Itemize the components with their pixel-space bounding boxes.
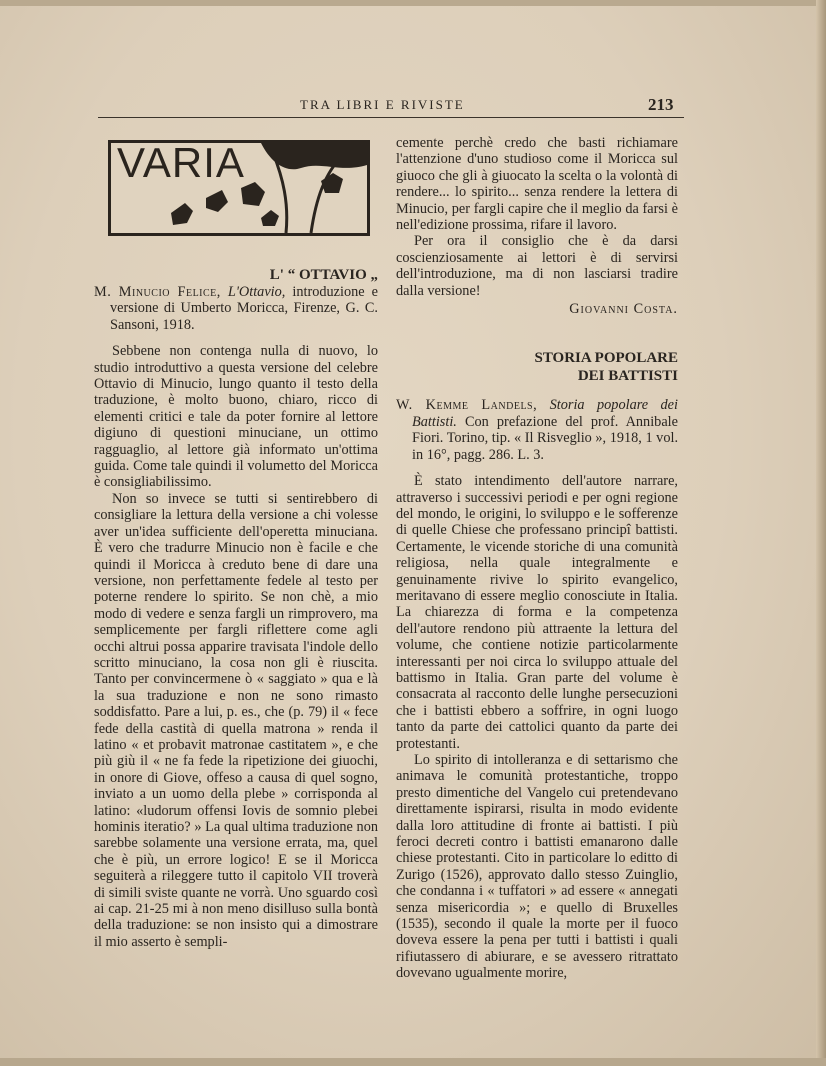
page-bottom-edge — [0, 1058, 826, 1066]
ottavio-title: L' “ OTTAVIO „ — [269, 267, 378, 283]
battisti-citation-work: Storia popolare dei Battisti. — [412, 397, 678, 430]
varia-vignette — [108, 140, 370, 236]
citation-details: introduzione e versione di Umberto Moricca, Firenze, G. C. Sansoni, 1918. — [110, 284, 378, 333]
ottavio-signature: Giovanni Costa. — [569, 301, 678, 318]
battisti-title-line-1: STORIA POPOLARE — [534, 350, 678, 367]
page-number: 213 — [648, 95, 674, 114]
ottavio-citation — [94, 284, 378, 333]
ottavio-paragraph-2: Non so invece se tutti si sentirebbero di consigliare la lettura della versione a chi volesse aver un'idea sufficiente dell'operetta minuciana. È vero che tradurre Minucio non è facile e che quindi il Moricca à creduto bene di dare una versione, non perfettamente fedele al testo per poterne rendere lo spirito. Se non chè, a mio modo di vedere e senza fargli un rimprovero, ma semplicemente per fargli riflettere come agli occhi altrui possa apparire travisata l'indole dello scritto minuciano, la cosa non gli è riuscita. Tanto per convincermene ò « saggiato » qua e là la sua traduzione e non ne sono rimasto soddisfatto. Pare a lui, p. es., che (p. 79) il « fece fede della castità di quella matrona » renda il latino « et probavit matronae castitatem », e che più giù il « ne fa fede la ripetizione dei giuochi, in onore di Giove, offeso a causa di quel sogno, inviato a un uomo della plebe » corrisponda al latino: «ludorum offensi Iovis de somnio plebei hominis iteratio? » La qual ultima traduzione non sarebbe solamente una versione errata, ma, quel che è più, un errore logico! E se il Moricca seguiterà a rileggere tutto il capitolo VII troverà di simili sviste quante ne vorrà. Uno sguardo così ai cap. 21-25 mi à non meno disilluso sulla bontà della traduzione: se non insisto qui a dimostrare il mio asserto è sempli- — [94, 490, 378, 950]
header-rule — [98, 117, 684, 118]
battisti-title-line-2: DEI BATTISTI — [577, 368, 678, 385]
right-column — [396, 135, 678, 982]
varia-title: VARIA — [117, 140, 245, 186]
page-right-edge — [816, 0, 826, 1066]
left-column — [94, 266, 378, 950]
citation-work: L'Ottavio, — [227, 284, 286, 300]
battisti-title — [396, 349, 678, 385]
battisti-citation — [396, 397, 678, 463]
battisti-paragraph-2: Lo spirito di intolleranza e di settarismo che animava le comunità protestantiche, troppo presto dimentiche del Vangelo cui pretendevano direttamente ispirarsi, risulta in modo evidente dalla loro attitudine di fronte ai battisti. I più feroci decreti contro i battisti emanarono dalle chiese protestanti. Cito in particolare lo editto di Zurigo (1526), approvato dallo stesso Zuinglio, che condanna i « tuffatori » ad essere « annegati senza misericordia »; e quello di Bruxelles (1535), secondo il quale la morte per il fuoco doveva essere la pena per tutti i battisti i quali rifiutassero di abiurare, e se avessero ritrattato dovevano ugualmente morire, — [396, 752, 678, 982]
ottavio-paragraph-4: Per ora il consiglio che è da darsi coscienziosamente ai lettori è di servirsi dell'introduzione, ma di non lasciarsi tradire dalla versione! — [396, 233, 678, 299]
ottavio-paragraph-1: Sebbene non contenga nulla di nuovo, lo studio introduttivo a questa versione del celebre Ottavio di Minucio, lungo quanto il testo della traduzione, è molto buono, chiaro, ricco di elementi critici e tale da poter fornire al lettore digiuno di questioni minuciane, un ottimo ragguaglio, al lettore già informato un'ottima guida. Come tale quindi il volumetto del Moricca è consigliabilissimo. — [94, 343, 378, 491]
running-head: TRA LIBRI E RIVISTE — [300, 97, 465, 112]
battisti-citation-details: Con prefazione del prof. Annibale Fiori. Torino, tip. « Il Risveglio », 1918, 1 vol. in 16°, pagg. 286. L. 3. — [412, 413, 679, 463]
page-top-edge — [0, 0, 826, 6]
battisti-paragraph-1: È stato intendimento dell'autore narrare, attraverso i successivi periodi e per ogni regione del mondo, le origini, lo sviluppo e le sofferenze di quelle Chiese che professano principî battisti. Certamente, le vicende storiche di una comunità religiosa, nella quale integralmente e genuinamente rivive lo spirito evangelico, meritavano di essere meglio conosciute in Italia. La chiarezza di forma e la competenza dell'autore rendono più attraente la lettura del volume, che contiene notizie particolarmente interessanti per noi circa lo sviluppo attuale del battismo in Italia. Gran parte del volume è consacrata al racconto delle lunghe persecuzioni che i battisti ebbero a soffrire, in ogni luogo tanto da parte dei cattolici quanto da parte dei protestanti. — [396, 473, 678, 752]
battisti-citation-author: W. Kemme Landels, — [396, 397, 538, 414]
ottavio-paragraph-3: cemente perchè credo che basti richiamare l'attenzione d'uno studioso come il Moricca sul giuoco che gli à giuocato la scelta o la volontà di rendere... lo spirito... senza rendere la lettera di Minucio, per fargli capire che il meglio da farsi è nell'edizione prossima, rifare il lavoro. — [396, 135, 678, 234]
citation-author: M. Minucio Felice, — [94, 284, 221, 300]
